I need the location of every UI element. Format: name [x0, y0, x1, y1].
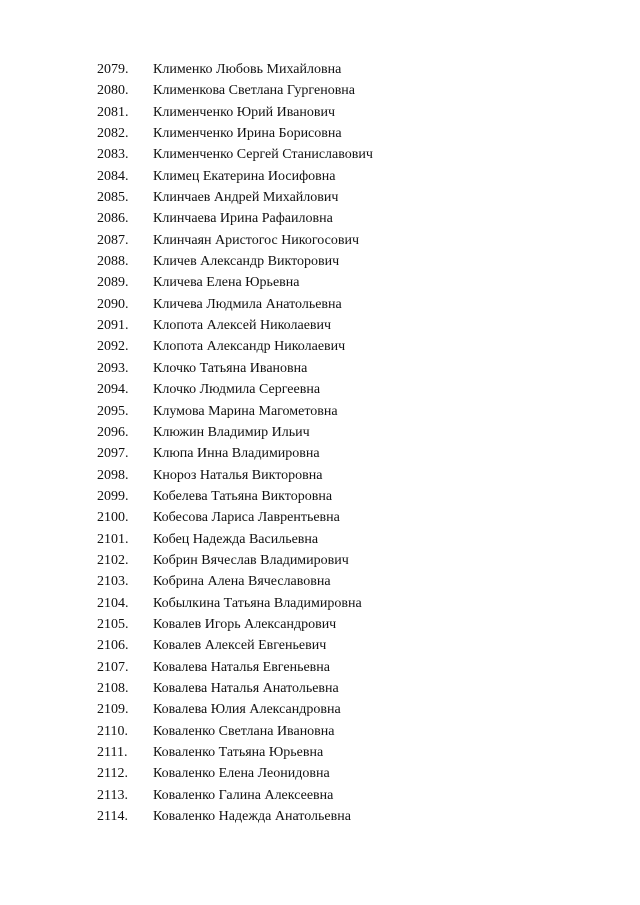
entry-full-name: Клинчаян Аристогос Никогосович — [153, 232, 359, 248]
list-item — [0, 379, 640, 400]
list-item — [0, 742, 640, 763]
list-item — [0, 657, 640, 678]
entry-full-name: Клопота Алексей Николаевич — [153, 318, 332, 334]
entry-number: 2095. — [97, 403, 129, 419]
list-item — [0, 251, 640, 272]
list-item — [0, 272, 640, 293]
entry-full-name: Клименченко Ирина Борисовна — [153, 126, 342, 142]
entry-full-name: Клименкова Светлана Гургеновна — [153, 83, 356, 99]
entry-full-name: Кличева Елена Юрьевна — [153, 275, 300, 291]
entry-number: 2090. — [97, 296, 129, 312]
list-item — [0, 294, 640, 315]
list-item — [0, 336, 640, 357]
entry-full-name: Ковалев Алексей Евгеньевич — [153, 638, 327, 654]
entry-number: 2099. — [97, 488, 129, 504]
entry-full-name: Клинчаева Ирина Рафаиловна — [153, 211, 333, 227]
entry-number: 2093. — [97, 360, 129, 376]
entry-number: 2111. — [97, 745, 128, 760]
entry-full-name: Клименко Любовь Михайловна — [153, 62, 342, 77]
list-item — [0, 102, 640, 123]
entry-full-name: Ковалева Наталья Анатольевна — [153, 680, 339, 696]
entry-number: 2085. — [97, 190, 129, 206]
entry-number: 2092. — [97, 339, 129, 355]
entry-full-name: Кобелева Татьяна Викторовна — [153, 488, 333, 504]
list-item — [0, 806, 640, 827]
entry-full-name: Клочко Людмила Сергеевна — [153, 382, 321, 398]
entry-number: 2103. — [97, 574, 129, 590]
list-item — [0, 144, 640, 165]
entry-full-name: Ковалева Юлия Александровна — [153, 702, 341, 718]
list-item — [0, 486, 640, 507]
entry-number: 2101. — [97, 531, 129, 547]
list-item — [0, 315, 640, 336]
entry-full-name: Клюпа Инна Владимировна — [153, 446, 320, 462]
entry-number: 2083. — [97, 147, 129, 163]
entry-full-name: Коваленко Надежда Анатольевна — [153, 809, 351, 825]
entry-number: 2087. — [97, 232, 129, 248]
entry-full-name: Коваленко Галина Алексеевна — [153, 787, 334, 803]
entry-number: 2105. — [97, 616, 129, 632]
entry-number: 2084. — [97, 168, 129, 184]
list-item — [0, 785, 640, 806]
entry-number: 2097. — [97, 446, 129, 462]
list-item — [0, 550, 640, 571]
entry-number: 2082. — [97, 126, 129, 142]
entry-full-name: Клименченко Юрий Иванович — [153, 104, 335, 120]
entry-number: 2089. — [97, 275, 129, 291]
entry-full-name: Кобрина Алена Вячеславовна — [153, 574, 331, 590]
list-item — [0, 123, 640, 144]
list-item — [0, 721, 640, 742]
entry-full-name: Клочко Татьяна Ивановна — [153, 360, 308, 376]
entry-number: 2106. — [97, 638, 129, 654]
entry-number: 2104. — [97, 595, 129, 611]
list-item — [0, 187, 640, 208]
entry-number: 2107. — [97, 659, 129, 675]
entry-number: 2088. — [97, 254, 129, 270]
entry-number: 2098. — [97, 467, 129, 483]
entry-full-name: Коваленко Елена Леонидовна — [153, 766, 330, 782]
entry-number: 2108. — [97, 680, 129, 696]
list-item — [0, 465, 640, 486]
entry-number: 2081. — [97, 104, 129, 120]
list-item — [0, 507, 640, 528]
entry-number: 2094. — [97, 382, 129, 398]
list-item — [0, 678, 640, 699]
entry-number: 2100. — [97, 510, 129, 526]
entry-number: 2096. — [97, 424, 129, 440]
entry-number: 2112. — [97, 766, 128, 782]
list-item — [0, 699, 640, 720]
entry-full-name: Клумова Марина Магометовна — [153, 403, 338, 419]
list-item — [0, 635, 640, 656]
list-item — [0, 443, 640, 464]
entry-full-name: Кличев Александр Викторович — [153, 254, 340, 270]
list-item — [0, 166, 640, 187]
list-item — [0, 422, 640, 443]
list-item — [0, 571, 640, 592]
entry-number: 2086. — [97, 211, 129, 227]
entry-full-name: Кобрин Вячеслав Владимирович — [153, 552, 349, 568]
list-item — [0, 401, 640, 422]
entry-full-name: Клопота Александр Николаевич — [153, 339, 346, 355]
entry-number: 2113. — [97, 787, 128, 803]
entry-full-name: Кличева Людмила Анатольевна — [153, 296, 342, 312]
entry-number: 2114. — [97, 809, 128, 825]
list-item — [0, 230, 640, 251]
entry-full-name: Ковалев Игорь Александрович — [153, 616, 337, 632]
list-item — [0, 529, 640, 550]
entry-full-name: Коваленко Татьяна Юрьевна — [153, 745, 324, 760]
entry-full-name: Кобылкина Татьяна Владимировна — [153, 595, 362, 611]
list-item — [0, 593, 640, 614]
list-item — [0, 208, 640, 229]
name-list — [0, 59, 640, 827]
entry-full-name: Клюжин Владимир Ильич — [153, 424, 310, 440]
list-item — [0, 614, 640, 635]
entry-number: 2091. — [97, 318, 129, 334]
entry-full-name: Клинчаев Андрей Михайлович — [153, 190, 339, 206]
list-item — [0, 358, 640, 379]
entry-full-name: Климец Екатерина Иосифовна — [153, 168, 336, 184]
list-item — [0, 59, 640, 80]
entry-full-name: Клименченко Сергей Станиславович — [153, 147, 373, 163]
entry-full-name: Кнороз Наталья Викторовна — [153, 467, 323, 483]
entry-full-name: Кобесова Лариса Лаврентьевна — [153, 510, 340, 526]
entry-full-name: Кобец Надежда Васильевна — [153, 531, 319, 547]
list-item — [0, 763, 640, 784]
entry-number: 2079. — [97, 62, 129, 77]
entry-number: 2110. — [97, 723, 128, 739]
entry-number: 2109. — [97, 702, 129, 718]
entry-number: 2102. — [97, 552, 129, 568]
entry-number: 2080. — [97, 83, 129, 99]
entry-full-name: Коваленко Светлана Ивановна — [153, 723, 335, 739]
list-item — [0, 80, 640, 101]
entry-full-name: Ковалева Наталья Евгеньевна — [153, 659, 330, 675]
